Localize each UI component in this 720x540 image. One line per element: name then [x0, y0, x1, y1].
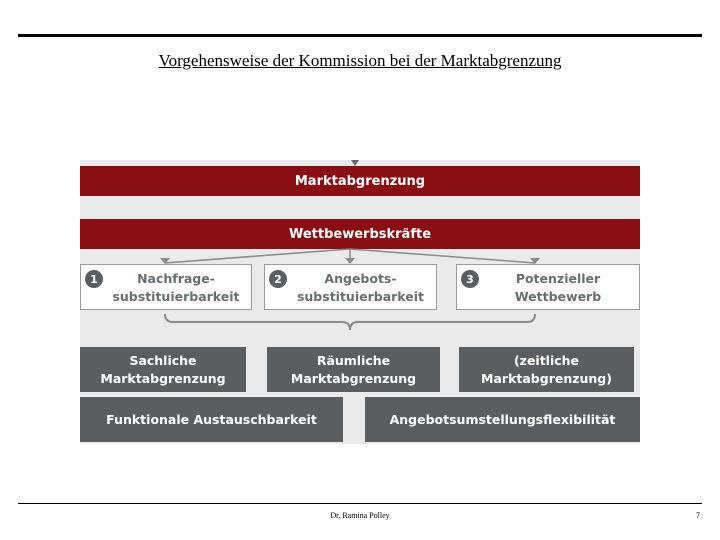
arrow-to-factor-1	[165, 249, 350, 263]
factor-label	[103, 270, 249, 306]
dimension-line2: Marktabgrenzung)	[481, 370, 612, 386]
dimension-line2: Marktabgrenzung	[290, 370, 417, 386]
top-rule	[18, 34, 702, 37]
market-definition-band: Marktabgrenzung	[80, 166, 640, 196]
factor-label	[287, 270, 434, 306]
dimension-line1: Sachliche	[129, 352, 197, 368]
dimension-line1: (zeitliche	[513, 352, 580, 368]
factor-label-line1: Nachfrage-	[137, 271, 215, 286]
market-definition-diagram	[80, 160, 640, 444]
factor-supply-substitutability	[264, 264, 437, 310]
page-number: 7	[696, 511, 700, 520]
competitive-forces-band: Wettbewerbskräfte	[80, 219, 640, 249]
factor-potential-competition	[456, 264, 640, 310]
criterion-supply-side-flexibility: Angebotsumstellungsflexibilität	[365, 397, 640, 442]
dimension-geographic-market	[267, 347, 440, 392]
factor-label	[479, 270, 637, 306]
factor-number-badge: 2	[269, 270, 287, 288]
factor-label-line1: Potenzieller	[515, 271, 601, 286]
dimension-line1: Räumliche	[316, 352, 391, 368]
factor-label-line1: Angebots-	[324, 271, 397, 286]
factor-demand-substitutability	[80, 264, 252, 310]
dimension-line2: Marktabgrenzung	[100, 370, 226, 386]
factor-label-line2: Wettbewerb	[514, 289, 602, 304]
dimension-temporal-market	[459, 347, 634, 392]
criterion-functional-interchangeability: Funktionale Austauschbarkeit	[80, 397, 343, 442]
factor-brace	[165, 314, 535, 330]
bottom-rule	[18, 503, 702, 504]
factor-label-line2: substituierbarkeit	[296, 289, 425, 304]
factor-number-badge: 1	[85, 270, 103, 288]
footer-author: Dr. Ramina Polley	[330, 511, 390, 520]
factor-number-badge: 3	[461, 270, 479, 288]
factor-label-line2: substituierbarkeit	[112, 289, 240, 304]
dimension-product-market	[80, 347, 246, 392]
arrow-to-factor-3	[350, 249, 535, 263]
slide-title: Vorgehensweise der Kommission bei der Marktabgrenzung	[158, 51, 562, 70]
